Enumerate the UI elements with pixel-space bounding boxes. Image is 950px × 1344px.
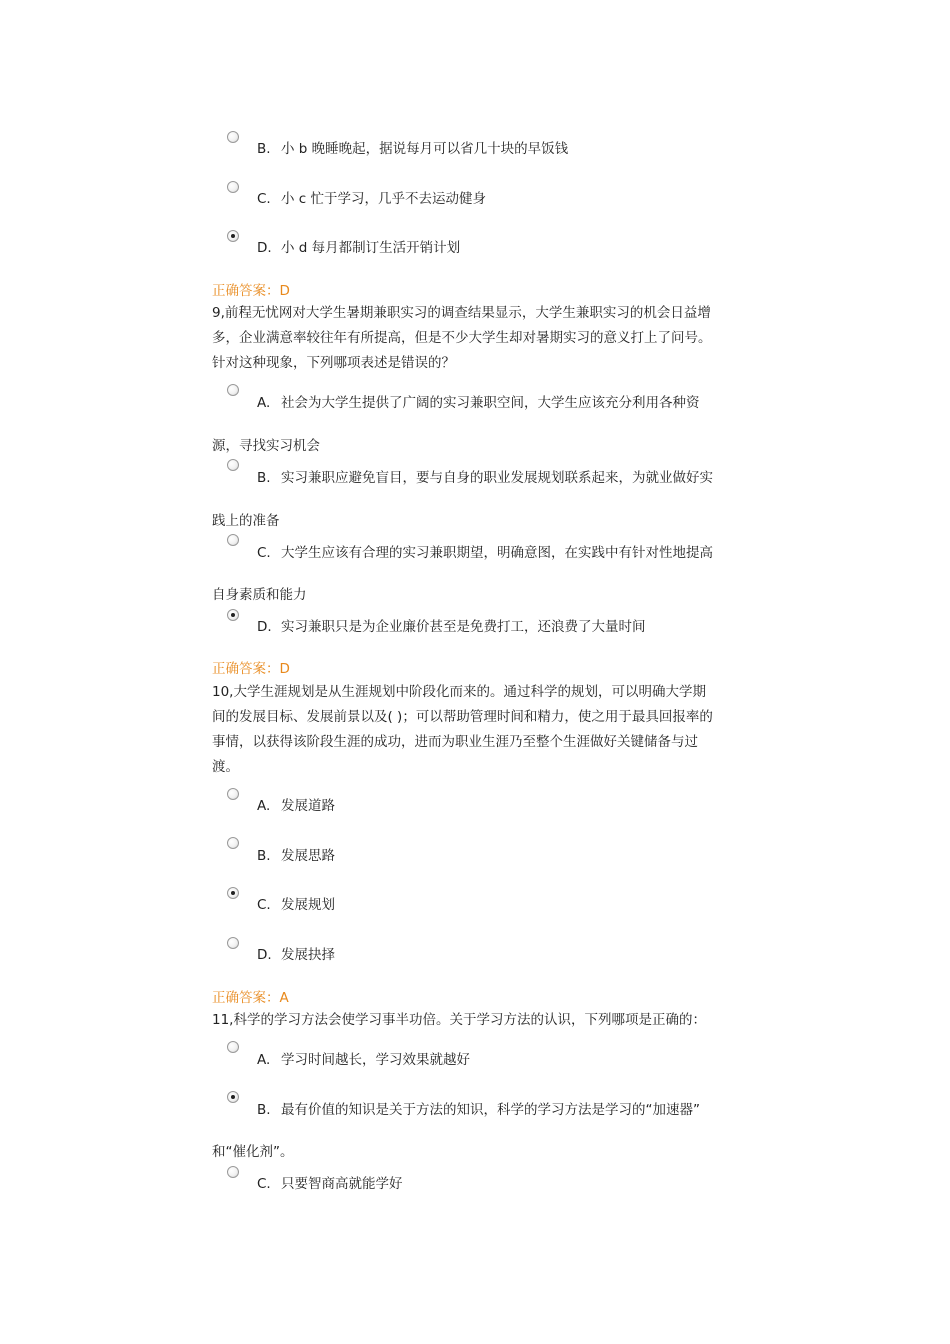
option-q10-b: B. 发展思路	[257, 848, 335, 864]
question-10-stem: 10,大学生涯规划是从生涯规划中阶段化而来的。通过科学的规划，可以明确大学期 间的发展目标、发展前景以及( )；可以帮助管理时间和精力，使之用于最具回报率的 事情，以获得该阶段生涯的成功，进而为职业生涯乃至整个生涯做好关键储备与过 渡。	[212, 684, 713, 775]
option-q9-c-continued: 自身素质和能力	[212, 587, 307, 603]
option-q11-b-continued: 和“催化剂”。	[212, 1144, 294, 1160]
option-q11-a: A. 学习时间越长，学习效果就越好	[257, 1052, 470, 1068]
radio-q8-b[interactable]	[227, 131, 239, 143]
question-9-stem: 9,前程无忧网对大学生暑期兼职实习的调查结果显示，大学生兼职实习的机会日益增 多，企业满意率较往年有所提高，但是不少大学生却对暑期实习的意义打上了问号。 针对这种现象，下列哪项表述是错误的？	[212, 305, 712, 371]
radio-q10-b[interactable]	[227, 837, 239, 849]
option-q11-c: C. 只要智商高就能学好	[257, 1176, 403, 1192]
option-q9-b-continued: 践上的准备	[212, 513, 280, 529]
option-q10-c: C. 发展规划	[257, 897, 335, 913]
radio-q10-c-selected[interactable]	[227, 887, 239, 899]
option-q10-d: D. 发展抉择	[257, 947, 335, 963]
radio-q8-d-selected[interactable]	[227, 230, 239, 242]
option-q9-a-continued: 源，寻找实习机会	[212, 438, 320, 454]
correct-answer-q9: 正确答案：D	[212, 661, 290, 677]
option-q8-b: B. 小 b 晚睡晚起，据说每月可以省几十块的早饭钱	[257, 141, 569, 157]
option-q10-a: A. 发展道路	[257, 798, 335, 814]
option-q9-c: C. 大学生应该有合理的实习兼职期望，明确意图，在实践中有针对性地提高	[257, 545, 713, 561]
radio-q10-d[interactable]	[227, 937, 239, 949]
option-q9-d: D. 实习兼职只是为企业廉价甚至是免费打工，还浪费了大量时间	[257, 619, 646, 635]
option-q8-d: D. 小 d 每月都制订生活开销计划	[257, 240, 461, 256]
correct-answer-q8: 正确答案：D	[212, 283, 290, 299]
radio-q11-a[interactable]	[227, 1041, 239, 1053]
radio-q10-a[interactable]	[227, 788, 239, 800]
option-q9-a: A. 社会为大学生提供了广阔的实习兼职空间，大学生应该充分利用各种资	[257, 395, 700, 411]
option-q11-b: B. 最有价值的知识是关于方法的知识，科学的学习方法是学习的“加速器”	[257, 1102, 700, 1118]
correct-answer-q10: 正确答案：A	[212, 990, 289, 1006]
question-11-stem: 11,科学的学习方法会使学习事半功倍。关于学习方法的认识，下列哪项是正确的：	[212, 1012, 706, 1028]
radio-q11-c[interactable]	[227, 1166, 239, 1178]
radio-q9-d-selected[interactable]	[227, 609, 239, 621]
option-q9-b: B. 实习兼职应避免盲目，要与自身的职业发展规划联系起来，为就业做好实	[257, 470, 713, 486]
radio-q8-c[interactable]	[227, 181, 239, 193]
option-q8-c: C. 小 c 忙于学习，几乎不去运动健身	[257, 191, 487, 207]
radio-q11-b-selected[interactable]	[227, 1091, 239, 1103]
radio-q9-b[interactable]	[227, 459, 239, 471]
radio-q9-a[interactable]	[227, 384, 239, 396]
radio-q9-c[interactable]	[227, 534, 239, 546]
